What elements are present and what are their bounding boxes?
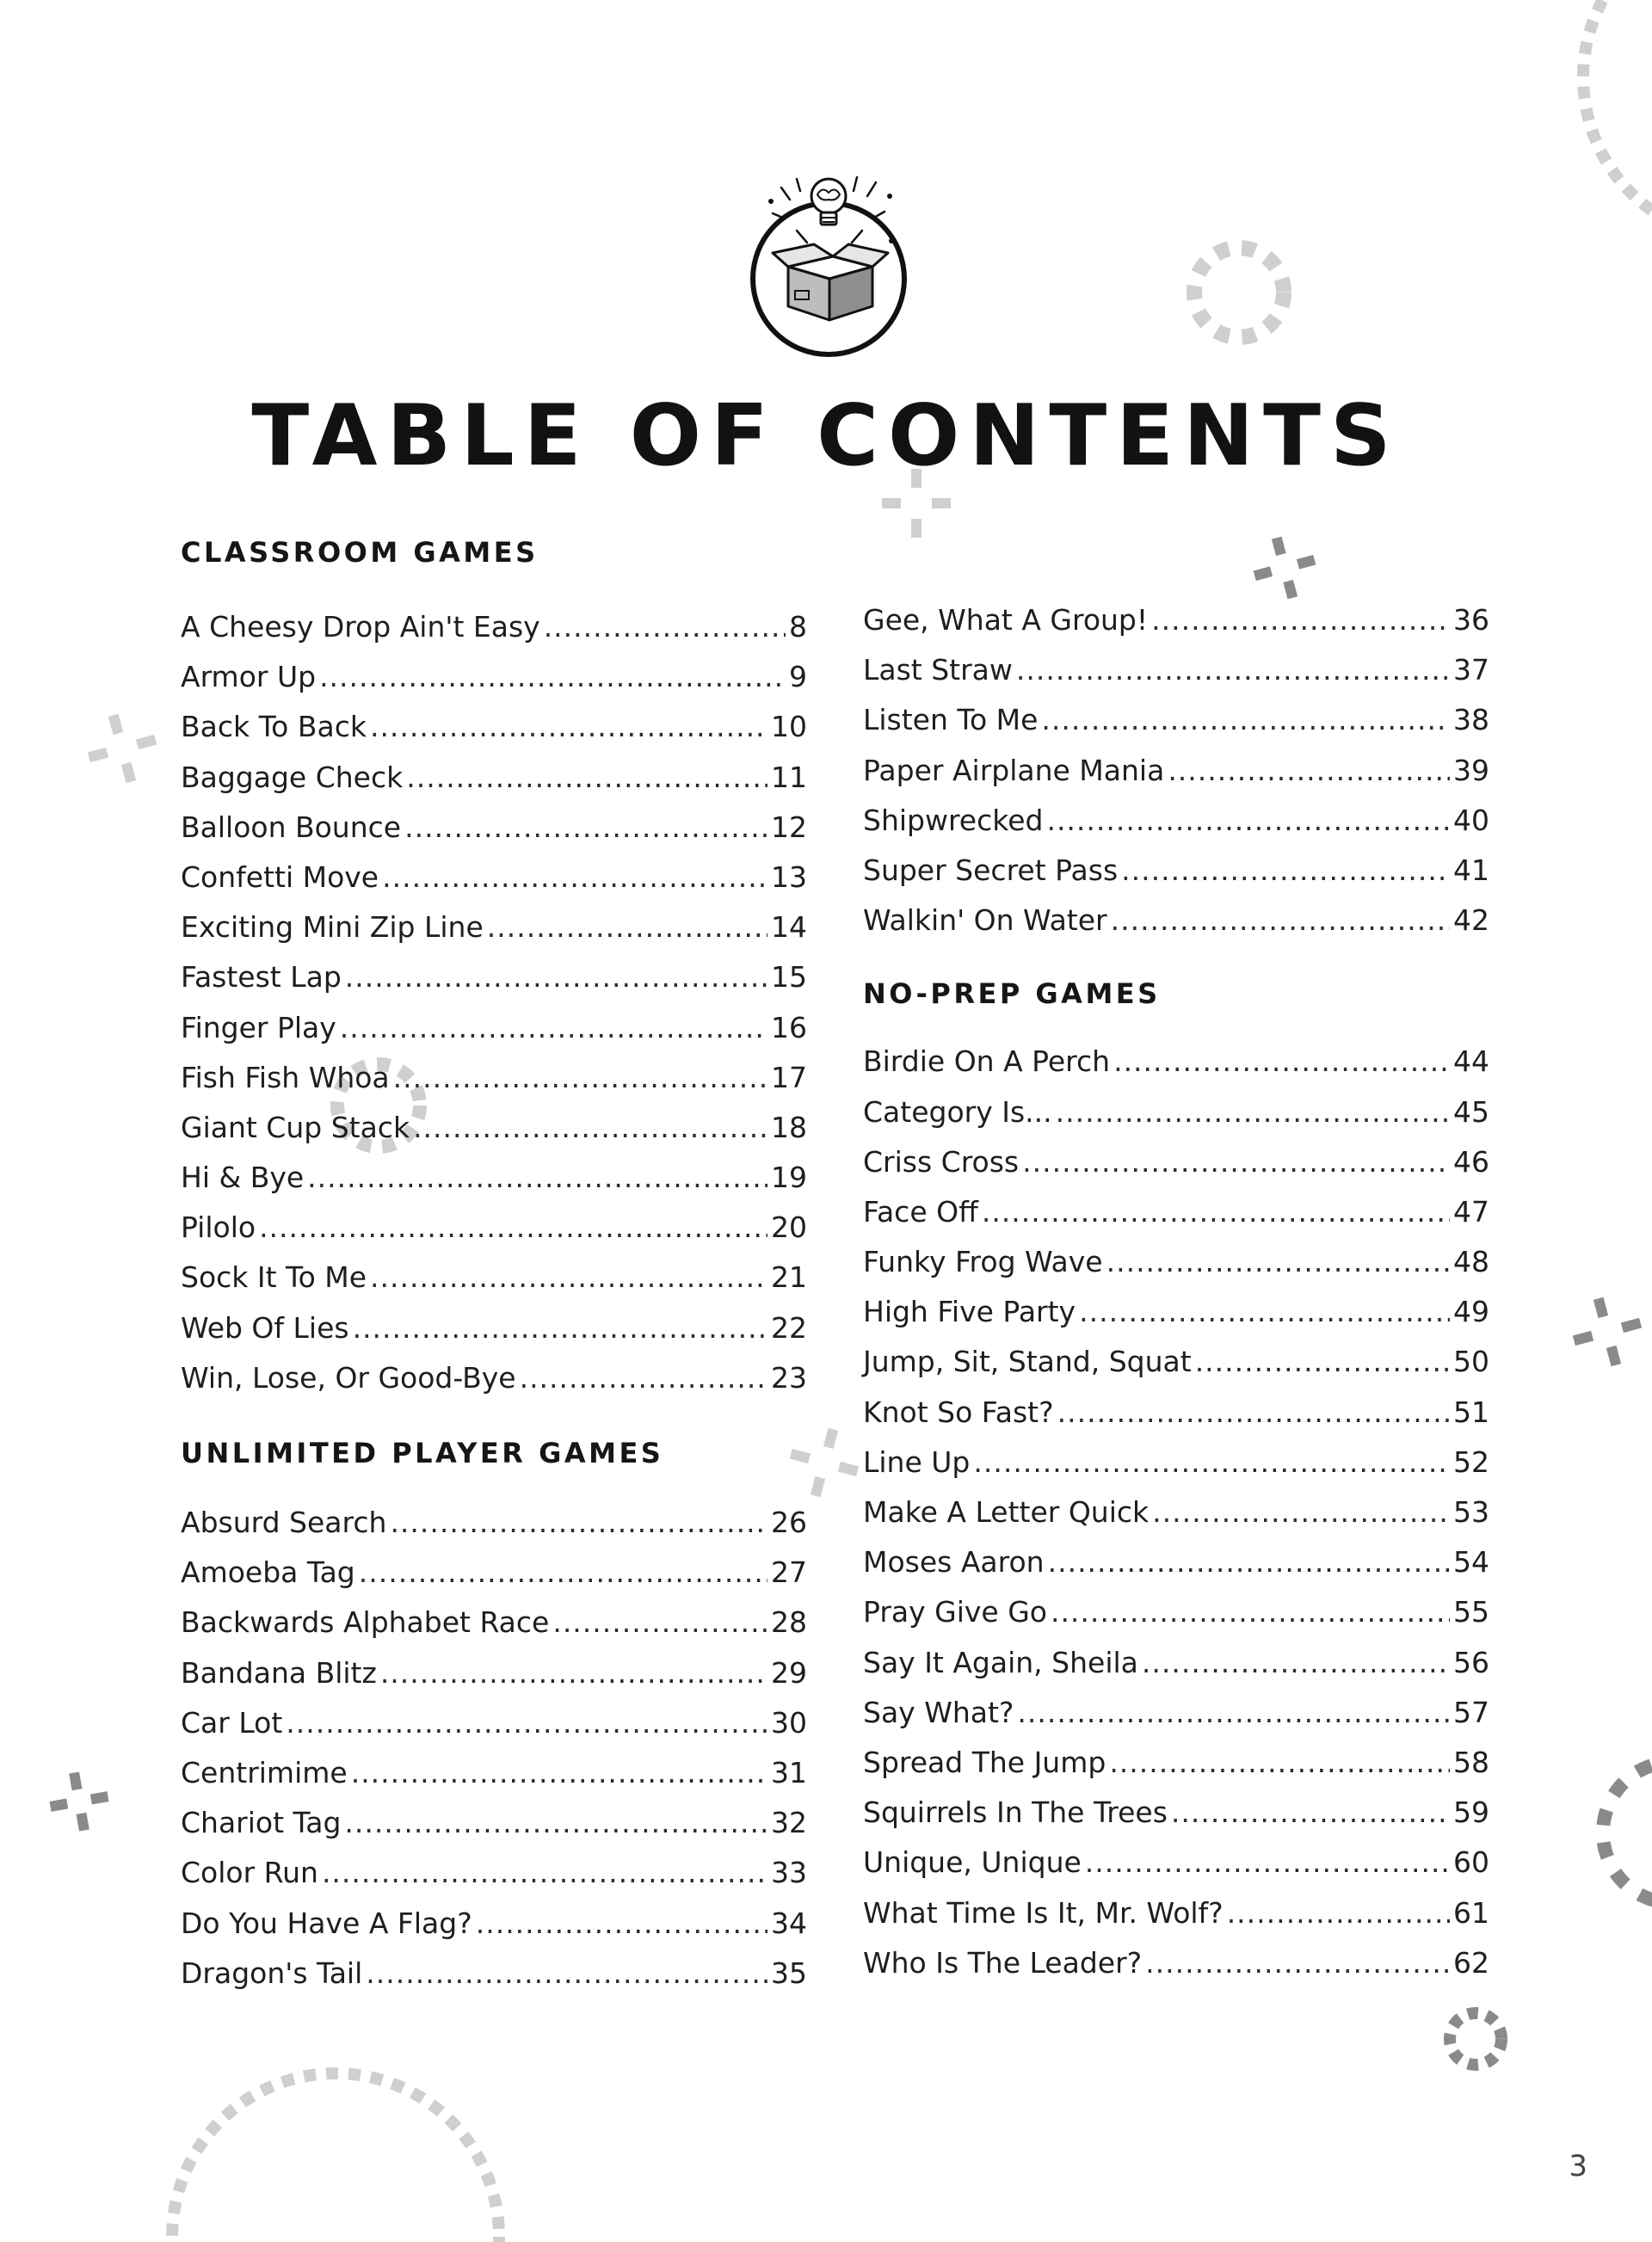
entry-title: Bandana Blitz bbox=[181, 1655, 377, 1690]
toc-entry[interactable] bbox=[863, 1688, 1489, 1738]
toc-entry[interactable] bbox=[863, 695, 1489, 745]
entry-page: 57 bbox=[1453, 1695, 1489, 1729]
entry-title: Make A Letter Quick bbox=[863, 1495, 1150, 1529]
toc-entry[interactable] bbox=[181, 853, 807, 902]
entry-title: Unique, Unique bbox=[863, 1845, 1082, 1880]
entry-title: Walkin' On Water bbox=[863, 903, 1107, 938]
entry-title: Face Off bbox=[863, 1194, 978, 1229]
entry-title: Last Straw bbox=[863, 653, 1013, 687]
toc-entry[interactable] bbox=[181, 1949, 807, 1999]
dot-leader bbox=[1022, 1137, 1450, 1187]
dot-leader bbox=[406, 753, 767, 803]
toc-entry[interactable] bbox=[181, 1798, 807, 1848]
entry-title: Fastest Lap bbox=[181, 960, 342, 995]
toc-entry[interactable] bbox=[863, 645, 1489, 695]
entry-title: Balloon Bounce bbox=[181, 810, 402, 844]
entry-title: Who Is The Leader? bbox=[863, 1945, 1143, 1980]
entry-title: Finger Play bbox=[181, 1010, 336, 1044]
entry-page: 40 bbox=[1453, 803, 1489, 837]
toc-list bbox=[181, 602, 807, 1403]
dot-leader bbox=[259, 1203, 767, 1253]
entry-page: 21 bbox=[771, 1260, 807, 1295]
dot-leader bbox=[1111, 896, 1450, 945]
entry-page: 31 bbox=[771, 1755, 807, 1789]
entry-title: Listen To Me bbox=[863, 703, 1039, 737]
entry-title: Super Secret Pass bbox=[863, 853, 1119, 887]
entry-title: Pray Give Go bbox=[863, 1595, 1047, 1629]
dot-leader bbox=[520, 1353, 767, 1403]
dashed-ring-decoration bbox=[172, 2073, 499, 2242]
dot-leader bbox=[390, 1498, 767, 1548]
dot-leader bbox=[1152, 1487, 1450, 1537]
toc-left-column bbox=[181, 533, 807, 1999]
toc-entry[interactable] bbox=[863, 796, 1489, 846]
dot-leader bbox=[544, 602, 786, 652]
toc-entry[interactable] bbox=[863, 1087, 1489, 1137]
entry-page: 42 bbox=[1453, 903, 1489, 938]
entry-title: Car Lot bbox=[181, 1705, 283, 1740]
dot-leader bbox=[319, 652, 786, 702]
toc-entry[interactable] bbox=[181, 1848, 807, 1898]
toc-entry[interactable] bbox=[863, 1487, 1489, 1537]
toc-entry[interactable] bbox=[863, 595, 1489, 645]
entry-title: High Five Party bbox=[863, 1295, 1076, 1329]
entry-page: 10 bbox=[771, 710, 807, 744]
entry-page: 54 bbox=[1453, 1545, 1489, 1580]
entry-title: Knot So Fast? bbox=[863, 1395, 1054, 1429]
entry-title: Color Run bbox=[181, 1856, 318, 1890]
entry-page: 17 bbox=[771, 1060, 807, 1094]
entry-title: Do You Have A Flag? bbox=[181, 1906, 472, 1940]
dot-leader bbox=[1051, 1587, 1450, 1637]
dot-leader bbox=[1171, 1788, 1450, 1838]
dot-leader bbox=[1121, 846, 1450, 896]
dot-leader bbox=[286, 1698, 767, 1748]
dashed-ring-decoration bbox=[1450, 2013, 1501, 2065]
entry-title: Win, Lose, Or Good-Bye bbox=[181, 1360, 516, 1395]
dot-leader bbox=[404, 803, 767, 853]
entry-page: 55 bbox=[1453, 1595, 1489, 1629]
toc-entry[interactable] bbox=[181, 1899, 807, 1949]
toc-entry[interactable] bbox=[181, 1548, 807, 1598]
entry-page: 48 bbox=[1453, 1245, 1489, 1279]
entry-title: Giant Cup Stack bbox=[181, 1110, 410, 1144]
dot-leader bbox=[1227, 1888, 1450, 1938]
toc-entry[interactable] bbox=[863, 1788, 1489, 1838]
dot-leader bbox=[476, 1899, 767, 1949]
entry-page: 47 bbox=[1453, 1194, 1489, 1229]
dot-leader bbox=[1057, 1388, 1450, 1438]
entry-page: 61 bbox=[1453, 1895, 1489, 1930]
entry-title: A Cheesy Drop Ain't Easy bbox=[181, 610, 540, 644]
dashed-ring-decoration bbox=[1583, 0, 1652, 241]
dot-leader bbox=[1079, 1287, 1450, 1337]
entry-title: Criss Cross bbox=[863, 1144, 1020, 1179]
sparkle-decoration bbox=[1565, 1290, 1649, 1374]
dot-leader bbox=[1145, 1938, 1450, 1988]
toc-entry[interactable] bbox=[863, 1187, 1489, 1237]
toc-entry[interactable] bbox=[181, 753, 807, 803]
entry-page: 26 bbox=[771, 1506, 807, 1539]
entry-page: 35 bbox=[771, 1956, 807, 1990]
dot-leader bbox=[973, 1438, 1450, 1487]
entry-title: Absurd Search bbox=[181, 1506, 387, 1539]
toc-entry[interactable] bbox=[863, 1287, 1489, 1337]
entry-page: 58 bbox=[1453, 1745, 1489, 1779]
dot-leader bbox=[393, 1053, 767, 1103]
toc-entry[interactable] bbox=[181, 702, 807, 752]
toc-entry[interactable] bbox=[181, 1698, 807, 1748]
toc-entry[interactable] bbox=[181, 1203, 807, 1253]
toc-entry[interactable] bbox=[181, 1103, 807, 1153]
entry-page: 8 bbox=[789, 610, 807, 644]
toc-entry[interactable] bbox=[863, 1938, 1489, 1988]
dot-leader bbox=[487, 902, 767, 952]
entry-title: Back To Back bbox=[181, 710, 367, 744]
toc-entry[interactable] bbox=[863, 1537, 1489, 1587]
entry-title: Armor Up bbox=[181, 660, 317, 694]
entry-page: 23 bbox=[771, 1360, 807, 1395]
dot-leader bbox=[359, 1548, 767, 1598]
toc-entry[interactable] bbox=[863, 1337, 1489, 1387]
sparkle-decoration bbox=[46, 1768, 114, 1836]
mystery-box-lightbulb-icon bbox=[747, 170, 910, 361]
toc-entry[interactable] bbox=[181, 952, 807, 1002]
dot-leader bbox=[1016, 645, 1450, 695]
entry-page: 14 bbox=[771, 910, 807, 945]
entry-page: 60 bbox=[1453, 1845, 1489, 1880]
toc-right-column bbox=[863, 595, 1489, 1988]
entry-page: 59 bbox=[1453, 1795, 1489, 1830]
toc-entry[interactable] bbox=[863, 1888, 1489, 1938]
entry-title: Fish Fish Whoa bbox=[181, 1060, 390, 1094]
entry-page: 15 bbox=[771, 960, 807, 995]
entry-page: 29 bbox=[771, 1655, 807, 1690]
dot-leader bbox=[1017, 1688, 1450, 1738]
dot-leader bbox=[345, 952, 767, 1002]
entry-title: Dragon's Tail bbox=[181, 1956, 363, 1990]
dot-leader bbox=[380, 1648, 767, 1698]
toc-entry[interactable] bbox=[181, 1003, 807, 1053]
toc-entry[interactable] bbox=[863, 1137, 1489, 1187]
entry-page: 45 bbox=[1453, 1094, 1489, 1129]
toc-entry[interactable] bbox=[181, 1498, 807, 1548]
entry-page: 41 bbox=[1453, 853, 1489, 887]
dot-leader bbox=[322, 1848, 767, 1898]
dot-leader bbox=[340, 1003, 767, 1053]
toc-entry[interactable] bbox=[181, 902, 807, 952]
entry-page: 52 bbox=[1453, 1444, 1489, 1479]
entry-page: 30 bbox=[771, 1705, 807, 1740]
entry-title: Jump, Sit, Stand, Squat bbox=[863, 1345, 1192, 1379]
dot-leader bbox=[1109, 1738, 1450, 1788]
toc-entry[interactable] bbox=[863, 1638, 1489, 1688]
toc-entry[interactable] bbox=[863, 1237, 1489, 1287]
entry-title: Funky Frog Wave bbox=[863, 1245, 1103, 1279]
entry-page: 33 bbox=[771, 1856, 807, 1890]
entry-page: 16 bbox=[771, 1010, 807, 1044]
page-title: TABLE OF CONTENTS bbox=[251, 387, 1401, 485]
dot-leader bbox=[353, 1303, 767, 1353]
entry-page: 39 bbox=[1453, 753, 1489, 787]
entry-title: Pilolo bbox=[181, 1210, 256, 1245]
entry-title: Paper Airplane Mania bbox=[863, 753, 1165, 787]
dot-leader bbox=[351, 1748, 767, 1798]
dot-leader bbox=[366, 1949, 767, 1999]
dot-leader bbox=[382, 853, 767, 902]
dot-leader bbox=[344, 1798, 767, 1848]
section-heading: CLASSROOM GAMES bbox=[181, 536, 539, 569]
entry-title: Centrimime bbox=[181, 1755, 348, 1789]
dot-leader bbox=[413, 1103, 767, 1153]
dot-leader bbox=[982, 1187, 1450, 1237]
entry-page: 11 bbox=[771, 760, 807, 794]
toc-entry[interactable] bbox=[863, 1388, 1489, 1438]
dot-leader bbox=[370, 1253, 767, 1303]
entry-title: Moses Aaron bbox=[863, 1545, 1045, 1580]
entry-page: 13 bbox=[771, 859, 807, 894]
dot-leader bbox=[1048, 1537, 1450, 1587]
entry-title: Say It Again, Sheila bbox=[863, 1645, 1138, 1679]
entry-title: Backwards Alphabet Race bbox=[181, 1605, 550, 1640]
entry-page: 36 bbox=[1453, 603, 1489, 637]
entry-page: 53 bbox=[1453, 1495, 1489, 1529]
entry-page: 18 bbox=[771, 1110, 807, 1144]
toc-entry[interactable] bbox=[863, 1587, 1489, 1637]
entry-title: Birdie On A Perch bbox=[863, 1044, 1111, 1079]
entry-page: 37 bbox=[1453, 653, 1489, 687]
dot-leader bbox=[1085, 1838, 1450, 1888]
entry-title: Spread The Jump bbox=[863, 1745, 1106, 1779]
toc-entry[interactable] bbox=[863, 1838, 1489, 1888]
entry-title: Exciting Mini Zip Line bbox=[181, 910, 484, 945]
entry-page: 27 bbox=[771, 1555, 807, 1590]
entry-title: Gee, What A Group! bbox=[863, 603, 1149, 637]
entry-title: What Time Is It, Mr. Wolf? bbox=[863, 1895, 1224, 1930]
toc-entry[interactable] bbox=[181, 1053, 807, 1103]
toc-entry[interactable] bbox=[863, 1037, 1489, 1087]
entry-title: Category Is... bbox=[863, 1094, 1052, 1129]
entry-page: 62 bbox=[1453, 1945, 1489, 1980]
entry-page: 38 bbox=[1453, 703, 1489, 737]
toc-entry[interactable] bbox=[181, 602, 807, 652]
toc-entry[interactable] bbox=[181, 1648, 807, 1698]
dot-leader bbox=[1106, 1237, 1450, 1287]
dot-leader bbox=[1046, 796, 1450, 846]
dot-leader bbox=[1056, 1087, 1450, 1137]
dot-leader bbox=[552, 1598, 767, 1648]
dot-leader bbox=[370, 702, 767, 752]
entry-page: 12 bbox=[771, 810, 807, 844]
toc-entry[interactable] bbox=[181, 652, 807, 702]
entry-title: Chariot Tag bbox=[181, 1806, 342, 1840]
toc-entry[interactable] bbox=[181, 1353, 807, 1403]
sparkle-decoration bbox=[80, 706, 164, 791]
entry-title: Line Up bbox=[863, 1444, 971, 1479]
sparkle-decoration bbox=[1247, 530, 1322, 606]
dot-leader bbox=[307, 1153, 767, 1203]
entry-page: 9 bbox=[789, 660, 807, 694]
entry-title: Hi & Bye bbox=[181, 1161, 305, 1195]
toc-entry[interactable] bbox=[181, 803, 807, 853]
entry-page: 20 bbox=[771, 1210, 807, 1245]
entry-page: 46 bbox=[1453, 1144, 1489, 1179]
entry-page: 50 bbox=[1453, 1345, 1489, 1379]
toc-list bbox=[863, 595, 1489, 945]
section-heading: UNLIMITED PLAYER GAMES bbox=[181, 1437, 664, 1469]
toc-entry[interactable] bbox=[181, 1303, 807, 1353]
entry-title: Squirrels In The Trees bbox=[863, 1795, 1168, 1830]
entry-page: 34 bbox=[771, 1906, 807, 1940]
toc-entry[interactable] bbox=[863, 1438, 1489, 1487]
toc-entry[interactable] bbox=[863, 846, 1489, 896]
toc-entry[interactable] bbox=[181, 1598, 807, 1648]
dot-leader bbox=[1195, 1337, 1450, 1387]
dot-leader bbox=[1041, 695, 1450, 745]
dot-leader bbox=[1151, 595, 1450, 645]
dot-leader bbox=[1168, 746, 1450, 796]
toc-list bbox=[181, 1498, 807, 1999]
page-number: 3 bbox=[1569, 2149, 1587, 2183]
toc-entry[interactable] bbox=[181, 1253, 807, 1303]
toc-entry[interactable] bbox=[863, 746, 1489, 796]
entry-title: Sock It To Me bbox=[181, 1260, 367, 1295]
dashed-ring-decoration bbox=[1603, 1762, 1652, 1903]
entry-page: 51 bbox=[1453, 1395, 1489, 1429]
entry-title: Web Of Lies bbox=[181, 1310, 349, 1345]
toc-entry[interactable] bbox=[181, 1748, 807, 1798]
entry-title: Say What? bbox=[863, 1695, 1014, 1729]
toc-entry[interactable] bbox=[863, 896, 1489, 945]
entry-page: 22 bbox=[771, 1310, 807, 1345]
dashed-ring-decoration bbox=[1194, 248, 1284, 337]
dot-leader bbox=[1142, 1638, 1450, 1688]
entry-title: Baggage Check bbox=[181, 760, 404, 794]
entry-page: 49 bbox=[1453, 1295, 1489, 1329]
entry-page: 44 bbox=[1453, 1044, 1489, 1079]
entry-title: Amoeba Tag bbox=[181, 1555, 355, 1590]
entry-title: Confetti Move bbox=[181, 859, 379, 894]
entry-page: 32 bbox=[771, 1806, 807, 1840]
toc-entry[interactable] bbox=[181, 1153, 807, 1203]
entry-page: 19 bbox=[771, 1161, 807, 1195]
entry-page: 28 bbox=[771, 1605, 807, 1640]
entry-page: 56 bbox=[1453, 1645, 1489, 1679]
toc-list bbox=[863, 1037, 1489, 1988]
section-heading: NO-PREP GAMES bbox=[863, 977, 1161, 1011]
toc-entry[interactable] bbox=[863, 1738, 1489, 1788]
dot-leader bbox=[1113, 1037, 1450, 1087]
entry-title: Shipwrecked bbox=[863, 803, 1044, 837]
